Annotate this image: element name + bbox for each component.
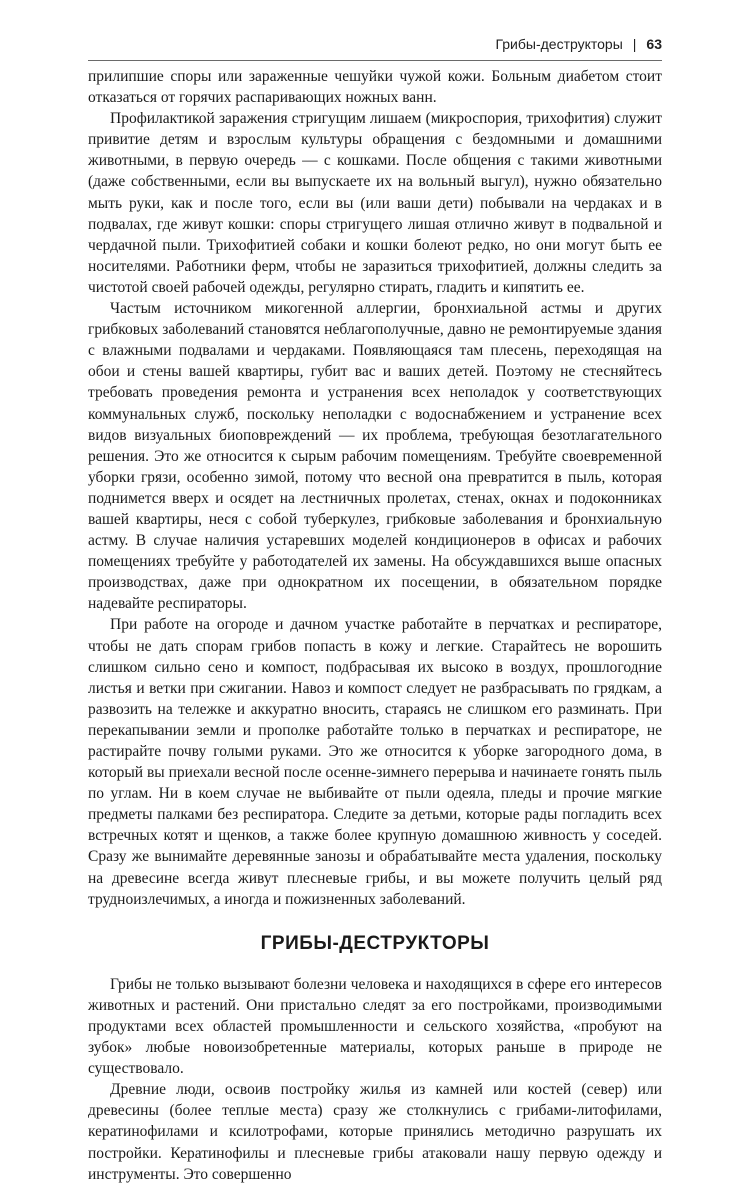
page-number: 63 xyxy=(646,36,662,52)
page-body xyxy=(88,66,662,1185)
running-header xyxy=(495,36,662,52)
paragraph: Грибы не только вызывают болезни человека и находящихся в сфере его интересов животных и растений. Они пристально следят за его постройками, производимыми продуктами всех областей промышленности и сельского хозяйства, «пробуют на зубок» любые новоизобретенные материалы, которых раньше в природе не существовало. xyxy=(88,975,662,1078)
paragraph: Древние люди, освоив постройку жилья из камней или костей (север) или древесины (более теплые места) сразу же столкнулись с грибами-литофилами, кератинофилами и ксилотрофами, которые принялись методично разрушать их постройки. Кератинофилы и плесневые грибы атаковали нашу первую одежду и инструменты. Это совершенно xyxy=(88,1081,662,1183)
header-rule xyxy=(88,60,662,61)
paragraph: Частым источником микогенной аллергии, бронхиальной астмы и других грибковых заболеваний становятся неблагополучные, давно не ремонтируемые здания с влажными подвалами и чердаками. Появляющаяся там плесень, переходящая на обои и стены вашей квартиры, губит вас и ваших детей. Поэтому не стесняйтесь требовать проведения ремонта и устранения всех неполадок у соответствующих коммунальных служб, поскольку неполадки с водоснабжением и устранение всех видов визуальных биоповреждений — их проблема, требующая безотлагательного решения. Это же относится к сырым рабочим помещениям. Требуйте своевременной уборки грязи, особенно зимой, потому что весной она превратится в пыль, которая поднимется вверх и осядет на лестничных пролетах, стенах, окнах и подоконниках вашей квартиры, неся с собой туберкулез, грибковые заболевания и бронхиальную астму. В случае наличия устаревших моделей кондиционеров в офисах и рабочих помещениях требуйте у работодателей их замены. На обсуждавшихся выше опасных производствах, даже при однократном их посещении, в обязательном порядке надевайте респираторы. xyxy=(88,300,662,613)
running-title: Грибы-деструкторы xyxy=(495,36,623,52)
paragraph-continued: прилипшие споры или зараженные чешуйки чужой кожи. Больным диабетом стоит отказаться от горячих распаривающих ножных ванн. xyxy=(88,68,662,107)
header-separator: | xyxy=(632,36,637,52)
paragraph: Профилактикой заражения стригущим лишаем (микроспория, трихофития) служит привитие детям и взрослым культуры обращения с бездомными и домашними животными, в первую очередь — с кошками. После общения с такими животными (даже собственными, если вы выпускаете их на вольный выгул), нужно обязательно мыть руки, как и после того, если вы (или ваши дети) побывали на чердаках и в подвалах, где живут кошки: споры стригущего лишая отлично живут в подвальной и чердачной пыли. Трихофитией собаки и кошки болеют редко, но они могут быть ее носителями. Работники ферм, чтобы не заразиться трихофитией, должны следить за чистотой своей рабочей одежды, регулярно стирать, гладить и кипятить ее. xyxy=(88,110,662,296)
paragraph: При работе на огороде и дачном участке работайте в перчатках и респираторе, чтобы не дать спорам грибов попасть в кожу и легкие. Старайтесь не ворошить слишком сильно сено и компост, подбрасывая их высоко в воздух, прошлогодние листья и ветки при сжигании. Навоз и компост следует не разбрасывать по грядкам, а развозить на тележке и аккуратно вносить, стараясь не слишком его разминать. При перекапывании земли и прополке работайте только в перчатках и респираторе, не растирайте почву голыми руками. Это же относится к уборке загородного дома, в который вы приехали весной после осенне-зимнего перерыва и начинаете гонять пыль по углам. Ни в коем случае не выбивайте от пыли одеяла, пледы и прочие мягкие предметы палками без респиратора. Следите за детьми, которые рады погладить всех встречных котят и щенков, а также более крупную домашнюю живность у соседей. Сразу же вынимайте деревянные занозы и обрабатывайте места удаления, поскольку на древесине всегда живут плесневые грибы, и вы можете получить целый ряд трудноизлечимых, а иногда и пожизненных заболеваний. xyxy=(88,616,662,908)
section-heading: ГРИБЫ-ДЕСТРУКТОРЫ xyxy=(260,932,490,954)
